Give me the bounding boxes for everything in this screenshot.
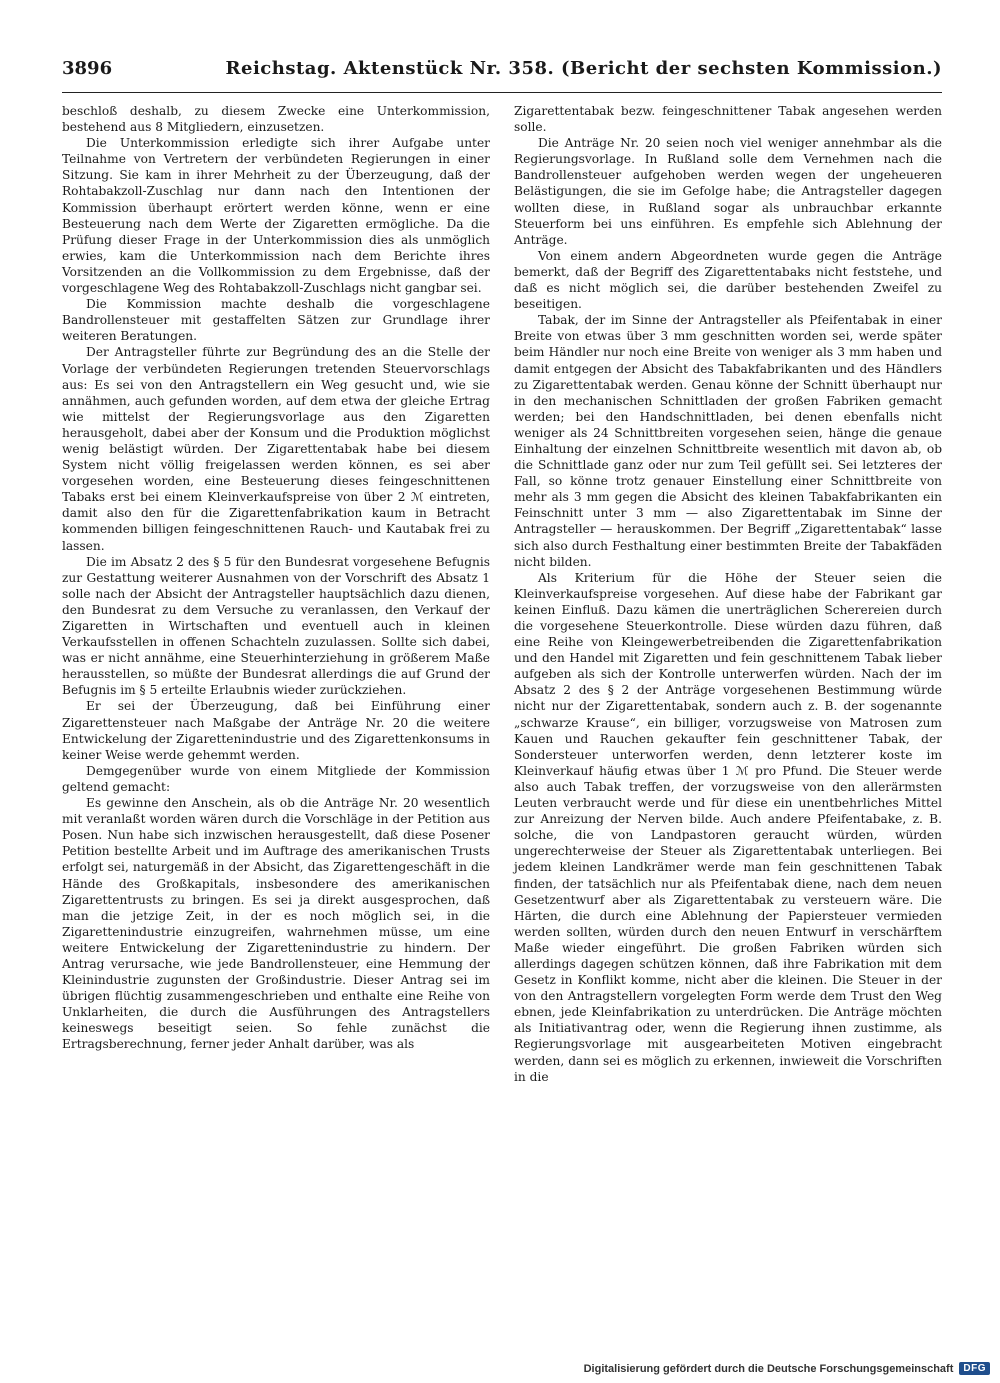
text-columns (62, 103, 942, 1085)
paragraph: Demgegenüber wurde von einem Mitgliede der Kommission geltend gemacht: (62, 763, 490, 794)
running-title: Reichstag. Aktenstück Nr. 358. (Bericht der sechsten Kommission.) (225, 58, 942, 79)
page-number: 3896 (62, 58, 113, 79)
paragraph: beschloß deshalb, zu diesem Zwecke eine Unterkommission, bestehend aus 8 Mitgliedern, einzusetzen. (62, 104, 490, 135)
paragraph: Die Kommission machte deshalb die vorgeschlagene Bandrollensteuer mit gestaffelten Sätzen zur Grundlage ihrer weiteren Beratungen. (62, 297, 490, 344)
page-header (62, 58, 942, 93)
paragraph: Es gewinne den Anschein, als ob die Anträge Nr. 20 wesentlich mit veranlaßt worden wären durch die Vorschläge in der Petition aus Posen. Nun habe sich inzwischen herausgestellt, daß diese Posener Petition bestellte Arbeit und im Auftrage des amerikanischen Trusts erfolgt sei, naturgemäß in der Absicht, das Zigarettengeschäft in die Hände des Großkapitals, insbesondere des amerikanischen Zigarettentrusts zu bringen. Es sei ja direkt ausgesprochen, daß man die jetzige Zeit, in der es noch möglich sei, in die Zigarettenindustrie einzugreifen, wahrnehmen müsse, um eine weitere Entwickelung der Zigarettenindustrie zu hindern. Der Antrag verursache, wie jede Bandrollensteuer, eine Hemmung der Kleinindustrie zugunsten der Großindustrie. Dieser Antrag sei im übrigen flüchtig zusammengeschrieben und enthalte eine Reihe von Unklarheiten, die durch die Ausführungen des Antragstellers keineswegs beseitigt seien. So fehle zunächst die Ertragsberechnung, ferner jeder Anhalt darüber, was als (62, 796, 490, 1052)
paragraph: Als Kriterium für die Höhe der Steuer seien die Kleinverkaufspreise vorgesehen. Auf diese habe der Fabrikant gar keinen Einfluß. Dazu kämen die unerträglichen Scherereien durch die vorgesehene Steuerkontrolle. Diese würden dazu führen, daß eine Reihe von Kleingewerbetreibenden die Zigarettenfabrikation und den Handel mit Zigaretten und fein geschnittenem Tabak lieber aufgeben als sich der Kontrolle unterwerfen würden. Nach der im Absatz 2 des § 2 der Anträge vorgesehenen Bestimmung würde nicht nur der Zigarettentabak, sondern auch z. B. der sogenannte „schwarze Krause“, ein billiger, vorzugsweise von Matrosen zum Kauen und Rauchen gekaufter fein geschnittener Tabak, der Sondersteuer unterworfen werden, denn letzterer koste im Kleinverkauf häufig etwas über 1 ℳ pro Pfund. Die Steuer werde also auch Tabak treffen, der vorzugsweise von den allerärmsten Leuten verbraucht werde und für diese ein unentbehrliches Mittel zur Anreizung der Nerven bilde. Auch andere Pfeifentabake, z. B. solche, die von Landpastoren geraucht würden, würden ungerechterweise der Steuer als Zigarettentabak unterliegen. Bei jedem kleinen Landkrämer werde man fein geschnittenen Tabak finden, der tatsächlich nur als Pfeifentabak diene, nach dem neuen Gesetzentwurf aber als Zigarettentabak zu versteuern wäre. Die Härten, die durch eine Ablehnung der Papiersteuer vermieden werden sollten, würden durch den neuen Entwurf in verschärftem Maße wieder eingeführt. Die großen Fabriken würden sich allerdings dagegen schützen können, daß ihre Fabrikation mit dem Gesetz in Konflikt komme, nicht aber die kleinen. Die Steuer in der von den Antragstellern vorgelegten Form werde dem Trust den Weg ebnen, jede Kleinfabrikation zu unterdrücken. Die Anträge möchten als Initiativantrag oder, wenn die Regierung ihnen zustimme, als Regierungsvorlage mit ausgearbeiteten Motiven eingebracht werden, dann sei es möglich zu erkennen, inwieweit die Vorschriften in die (514, 570, 942, 1084)
paragraph: Die im Absatz 2 des § 5 für den Bundesrat vorgesehene Befugnis zur Gestattung weiterer Ausnahmen von der Vorschrift des Absatz 1 solle nach der Absicht der Antragsteller hauptsächlich dazu dienen, den Bundesrat zu dem Versuche zu veranlassen, den Verkauf der Zigaretten in Wirtschaften und eventuell auch in kleinen Verkaufsstellen in offenen Schachteln zuzulassen. Sollte sich dabei, was er nicht annähme, eine Steuerhinterziehung in größerem Maße herausstellen, so müßte der Bundesrat allerdings die auf Grund der Befugnis im § 5 erteilte Erlaubnis wieder zurückziehen. (62, 554, 490, 698)
paragraph: Die Unterkommission erledigte sich ihrer Aufgabe unter Teilnahme von Vertretern der verbündeten Regierungen in einer Sitzung. Sie kam in ihrer Mehrheit zu der Überzeugung, daß der Rohtabakzoll-Zuschlag nur dann nach den Intentionen der Kommission überhaupt erörtert werden könne, wenn er eine Besteuerung nach dem Werte der Zigaretten ermögliche. Da die Prüfung dieser Frage in der Unterkommission dies als unmöglich erwies, kam die Unterkommission nach dem Berichte ihres Vorsitzenden an die Vollkommission zu dem Ergebnisse, daß der vorgeschlagene Weg des Rohtabakzoll-Zuschlags nicht gangbar sei. (62, 136, 490, 296)
footer-text: Digitalisierung gefördert durch die Deutsche Forschungsgemeinschaft (583, 1362, 954, 1375)
paragraph: Der Antragsteller führte zur Begründung des an die Stelle der Vorlage der verbündeten Regierungen tretenden Steuervorschlags aus: Es sei von den Antragstellern ein Weg gesucht und, wie sie annähmen, auch gefunden worden, auf dem etwa der gleiche Ertrag wie mittelst der Regierungsvorlage aus den Zigaretten herausgeholt, dabei aber der Konsum und die Produktion möglichst wenig belästigt würden. Der Zigarettentabak habe bei diesem System nicht völlig freigelassen werden können, es sei aber vorgesehen worden, eine Besteuerung dieses feingeschnittenen Tabaks erst bei einem Kleinverkaufspreise von über 2 ℳ eintreten, damit also den für die Zigarettenfabrikation kaum in Betracht kommenden billigen feingeschnittenen Rauch- und Kautabak frei zu lassen. (62, 345, 490, 553)
paragraph: Er sei der Überzeugung, daß bei Einführung einer Zigarettensteuer nach Maßgabe der Anträge Nr. 20 die weitere Entwickelung der Zigarettenindustrie und des Zigarettenkonsums in keiner Weise werde gehemmt werden. (62, 699, 490, 762)
left-column (62, 103, 490, 1085)
document-page (62, 58, 942, 1085)
right-column (514, 103, 942, 1085)
paragraph: Von einem andern Abgeordneten wurde gegen die Anträge bemerkt, daß der Begriff des Zigarettentabaks nicht feststehe, und daß es nicht möglich sei, die darüber bestehenden Zweifel zu beseitigen. (514, 248, 942, 312)
paragraph: Tabak, der im Sinne der Antragsteller als Pfeifentabak in einer Breite von etwas über 3 mm geschnitten worden sei, werde später beim Händler nur noch eine Breite von weniger als 3 mm haben und damit entgegen der Absicht des Tabakfabrikanten und des Händlers zu Zigarettentabak werden. Genau könne der Schnitt überhaupt nur in den mechanischen Schnittladen der großen Fabriken gemacht werden; bei den Handschnittladen, bei denen ebenfalls nicht weniger als 24 Schnittbreiten vorgesehen seien, hänge die genaue Einhaltung der einzelnen Schnittbreite wesentlich mit davon ab, ob die Schnittlade ganz oder nur zum Teil gefüllt sei. Sei letzteres der Fall, so könne trotz genauer Einstellung einer Schnittbreite von mehr als 3 mm gegen die Absicht des kleinen Tabakfabrikanten ein Feinschnitt unter 3 mm — also Zigarettentabak im Sinne der Antragsteller — herauskommen. Der Begriff „Zigarettentabak“ lasse sich also durch Festhaltung einer bestimmten Breite der Tabakfäden nicht bilden. (514, 313, 942, 569)
footer-credit (584, 1362, 990, 1375)
paragraph: Die Anträge Nr. 20 seien noch viel weniger annehmbar als die Regierungsvorlage. In Rußland solle dem Vernehmen nach die Bandrollensteuer aufgehoben werden wegen der ungeheueren Belästigungen, die sie im Gefolge habe; die Antragsteller dagegen wollten diese, in Rußland sogar als unbrauchbar erkannte Steuerform bei uns einführen. Es empfehle sich Ablehnung der Anträge. (514, 136, 942, 247)
paragraph: Zigarettentabak bezw. feingeschnittener Tabak angesehen werden solle. (514, 104, 942, 135)
dfg-logo: DFG (959, 1362, 990, 1375)
